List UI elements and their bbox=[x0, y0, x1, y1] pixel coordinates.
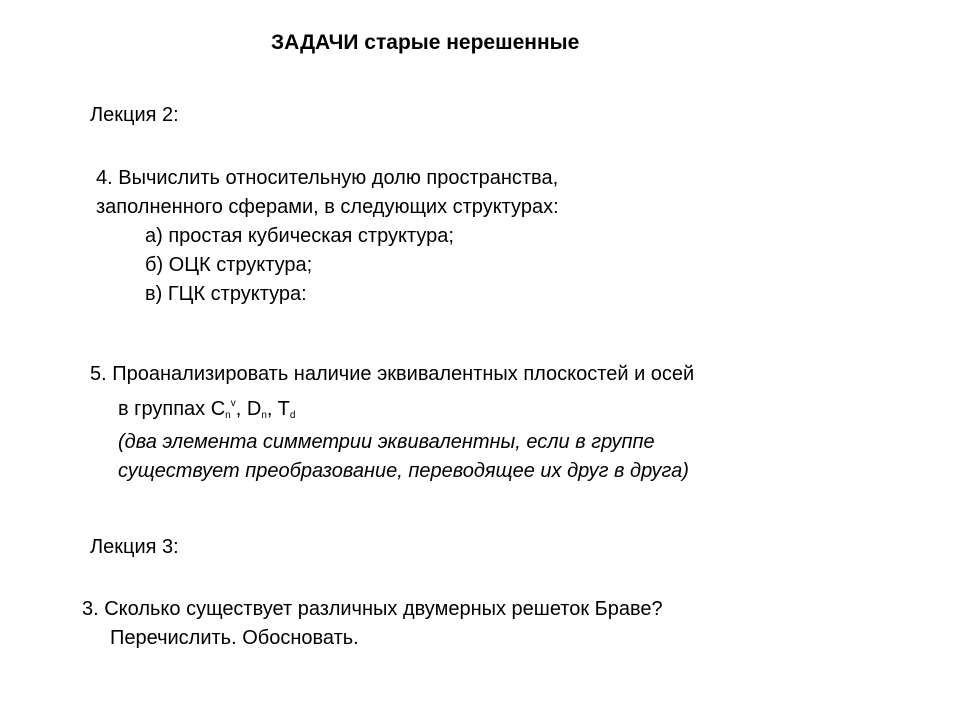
task-5-line-2 bbox=[118, 389, 295, 430]
task-5-groups-prefix: в группах bbox=[118, 398, 211, 420]
group-t-subscript: d bbox=[289, 410, 296, 421]
task-4-item-b: б) ОЦК структура; bbox=[145, 254, 313, 276]
group-separator: , bbox=[235, 398, 247, 420]
slide-title: ЗАДАЧИ старые нерешенные bbox=[271, 31, 580, 54]
lecture-2-heading: Лекция 2: bbox=[90, 104, 179, 126]
task-4-item-c: в) ГЦК структура: bbox=[145, 283, 307, 305]
lecture-3-heading: Лекция 3: bbox=[90, 536, 179, 558]
group-t-symbol: T bbox=[277, 398, 290, 420]
task-4-item-a: а) простая кубическая структура; bbox=[145, 225, 454, 247]
group-c-subscript: n bbox=[225, 410, 231, 421]
group-separator: , bbox=[266, 398, 278, 420]
task-5-note-line-2: существует преобразование, переводящее их друг в друга) bbox=[118, 460, 689, 482]
task-5-note-line-1: (два элемента симметрии эквивалентны, если в группе bbox=[118, 431, 655, 453]
group-d-subscript: n bbox=[261, 410, 267, 421]
task-3-line-2: Перечислить. Обосновать. bbox=[110, 627, 359, 649]
task-4-line-2: заполненного сферами, в следующих структурах: bbox=[96, 196, 559, 218]
task-3-line-1: 3. Сколько существует различных двумерных решеток Браве? bbox=[82, 598, 663, 620]
task-4-line-1: 4. Вычислить относительную долю пространства, bbox=[96, 167, 559, 189]
group-c-symbol: C bbox=[210, 398, 226, 420]
group-c-superscript: v bbox=[230, 398, 236, 409]
task-5-line-1: 5. Проанализировать наличие эквивалентных плоскостей и осей bbox=[90, 363, 695, 385]
group-d-symbol: D bbox=[246, 398, 262, 420]
